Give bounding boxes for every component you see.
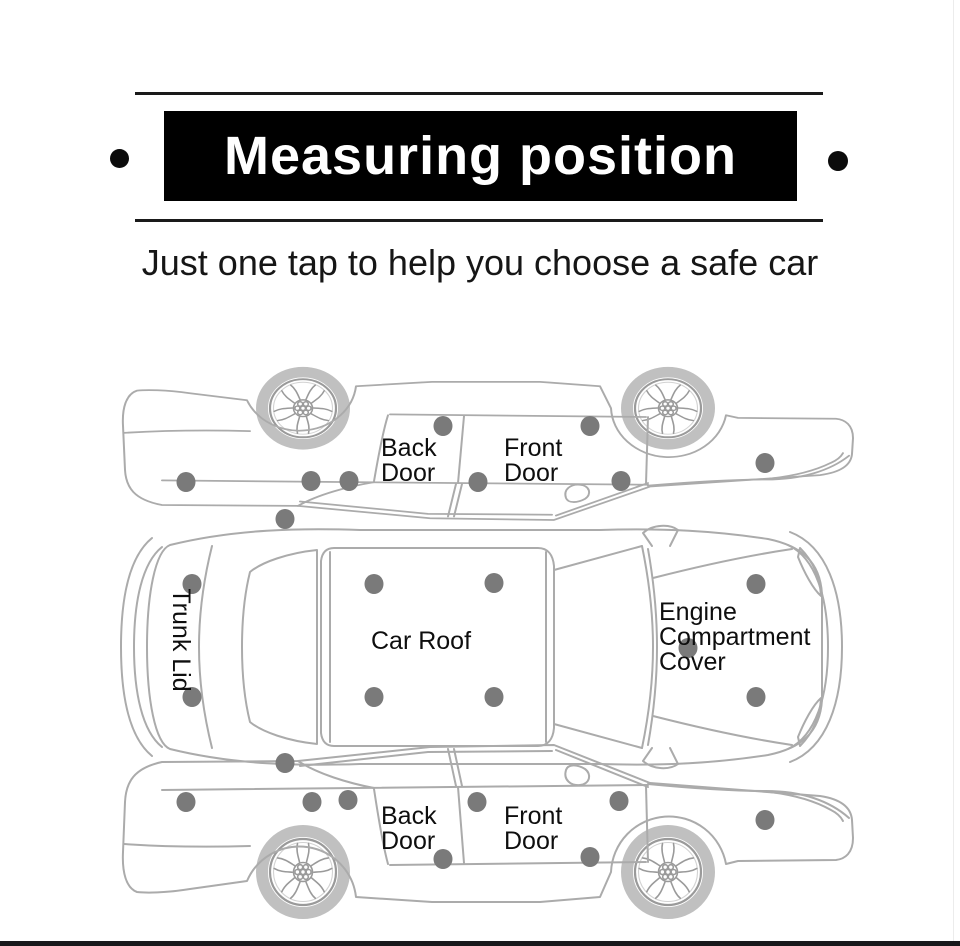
- bottom-bar: [0, 941, 960, 946]
- measuring-point: [276, 753, 295, 773]
- measuring-point: [177, 792, 196, 812]
- measuring-point: [276, 509, 295, 529]
- measuring-point: [581, 416, 600, 436]
- measuring-point: [485, 687, 504, 707]
- label-engine-compartment-cover: Engine Compartment Cover: [659, 598, 811, 676]
- label-car-roof: Car Roof: [371, 627, 472, 655]
- measuring-point: [469, 472, 488, 492]
- car-side-view-top: [123, 372, 853, 520]
- measuring-point: [365, 687, 384, 707]
- measuring-point: [610, 791, 629, 811]
- label-trunk-lid: Trunk Lid: [167, 588, 195, 692]
- measuring-point: [177, 472, 196, 492]
- measuring-point: [339, 790, 358, 810]
- measuring-point: [302, 471, 321, 491]
- measuring-point: [365, 574, 384, 594]
- measuring-point: [434, 416, 453, 436]
- measuring-point: [747, 574, 766, 594]
- measuring-point: [581, 847, 600, 867]
- measuring-point: [468, 792, 487, 812]
- car-side-view-bottom: [123, 745, 853, 913]
- label-top-back-door: Back Door: [381, 434, 437, 487]
- label-top-front-door: Front Door: [504, 434, 563, 487]
- page-right-border: [953, 0, 954, 946]
- page-title: Measuring position: [223, 126, 738, 186]
- label-bottom-back-door: Back Door: [381, 802, 437, 855]
- measuring-point: [340, 471, 359, 491]
- measuring-point: [747, 687, 766, 707]
- measuring-point: [756, 810, 775, 830]
- measuring-point: [303, 792, 322, 812]
- measuring-point: [756, 453, 775, 473]
- subtitle: Just one tap to help you choose a safe car: [141, 242, 819, 283]
- label-bottom-front-door: Front Door: [504, 802, 563, 855]
- measuring-point: [485, 573, 504, 593]
- measuring-point: [612, 471, 631, 491]
